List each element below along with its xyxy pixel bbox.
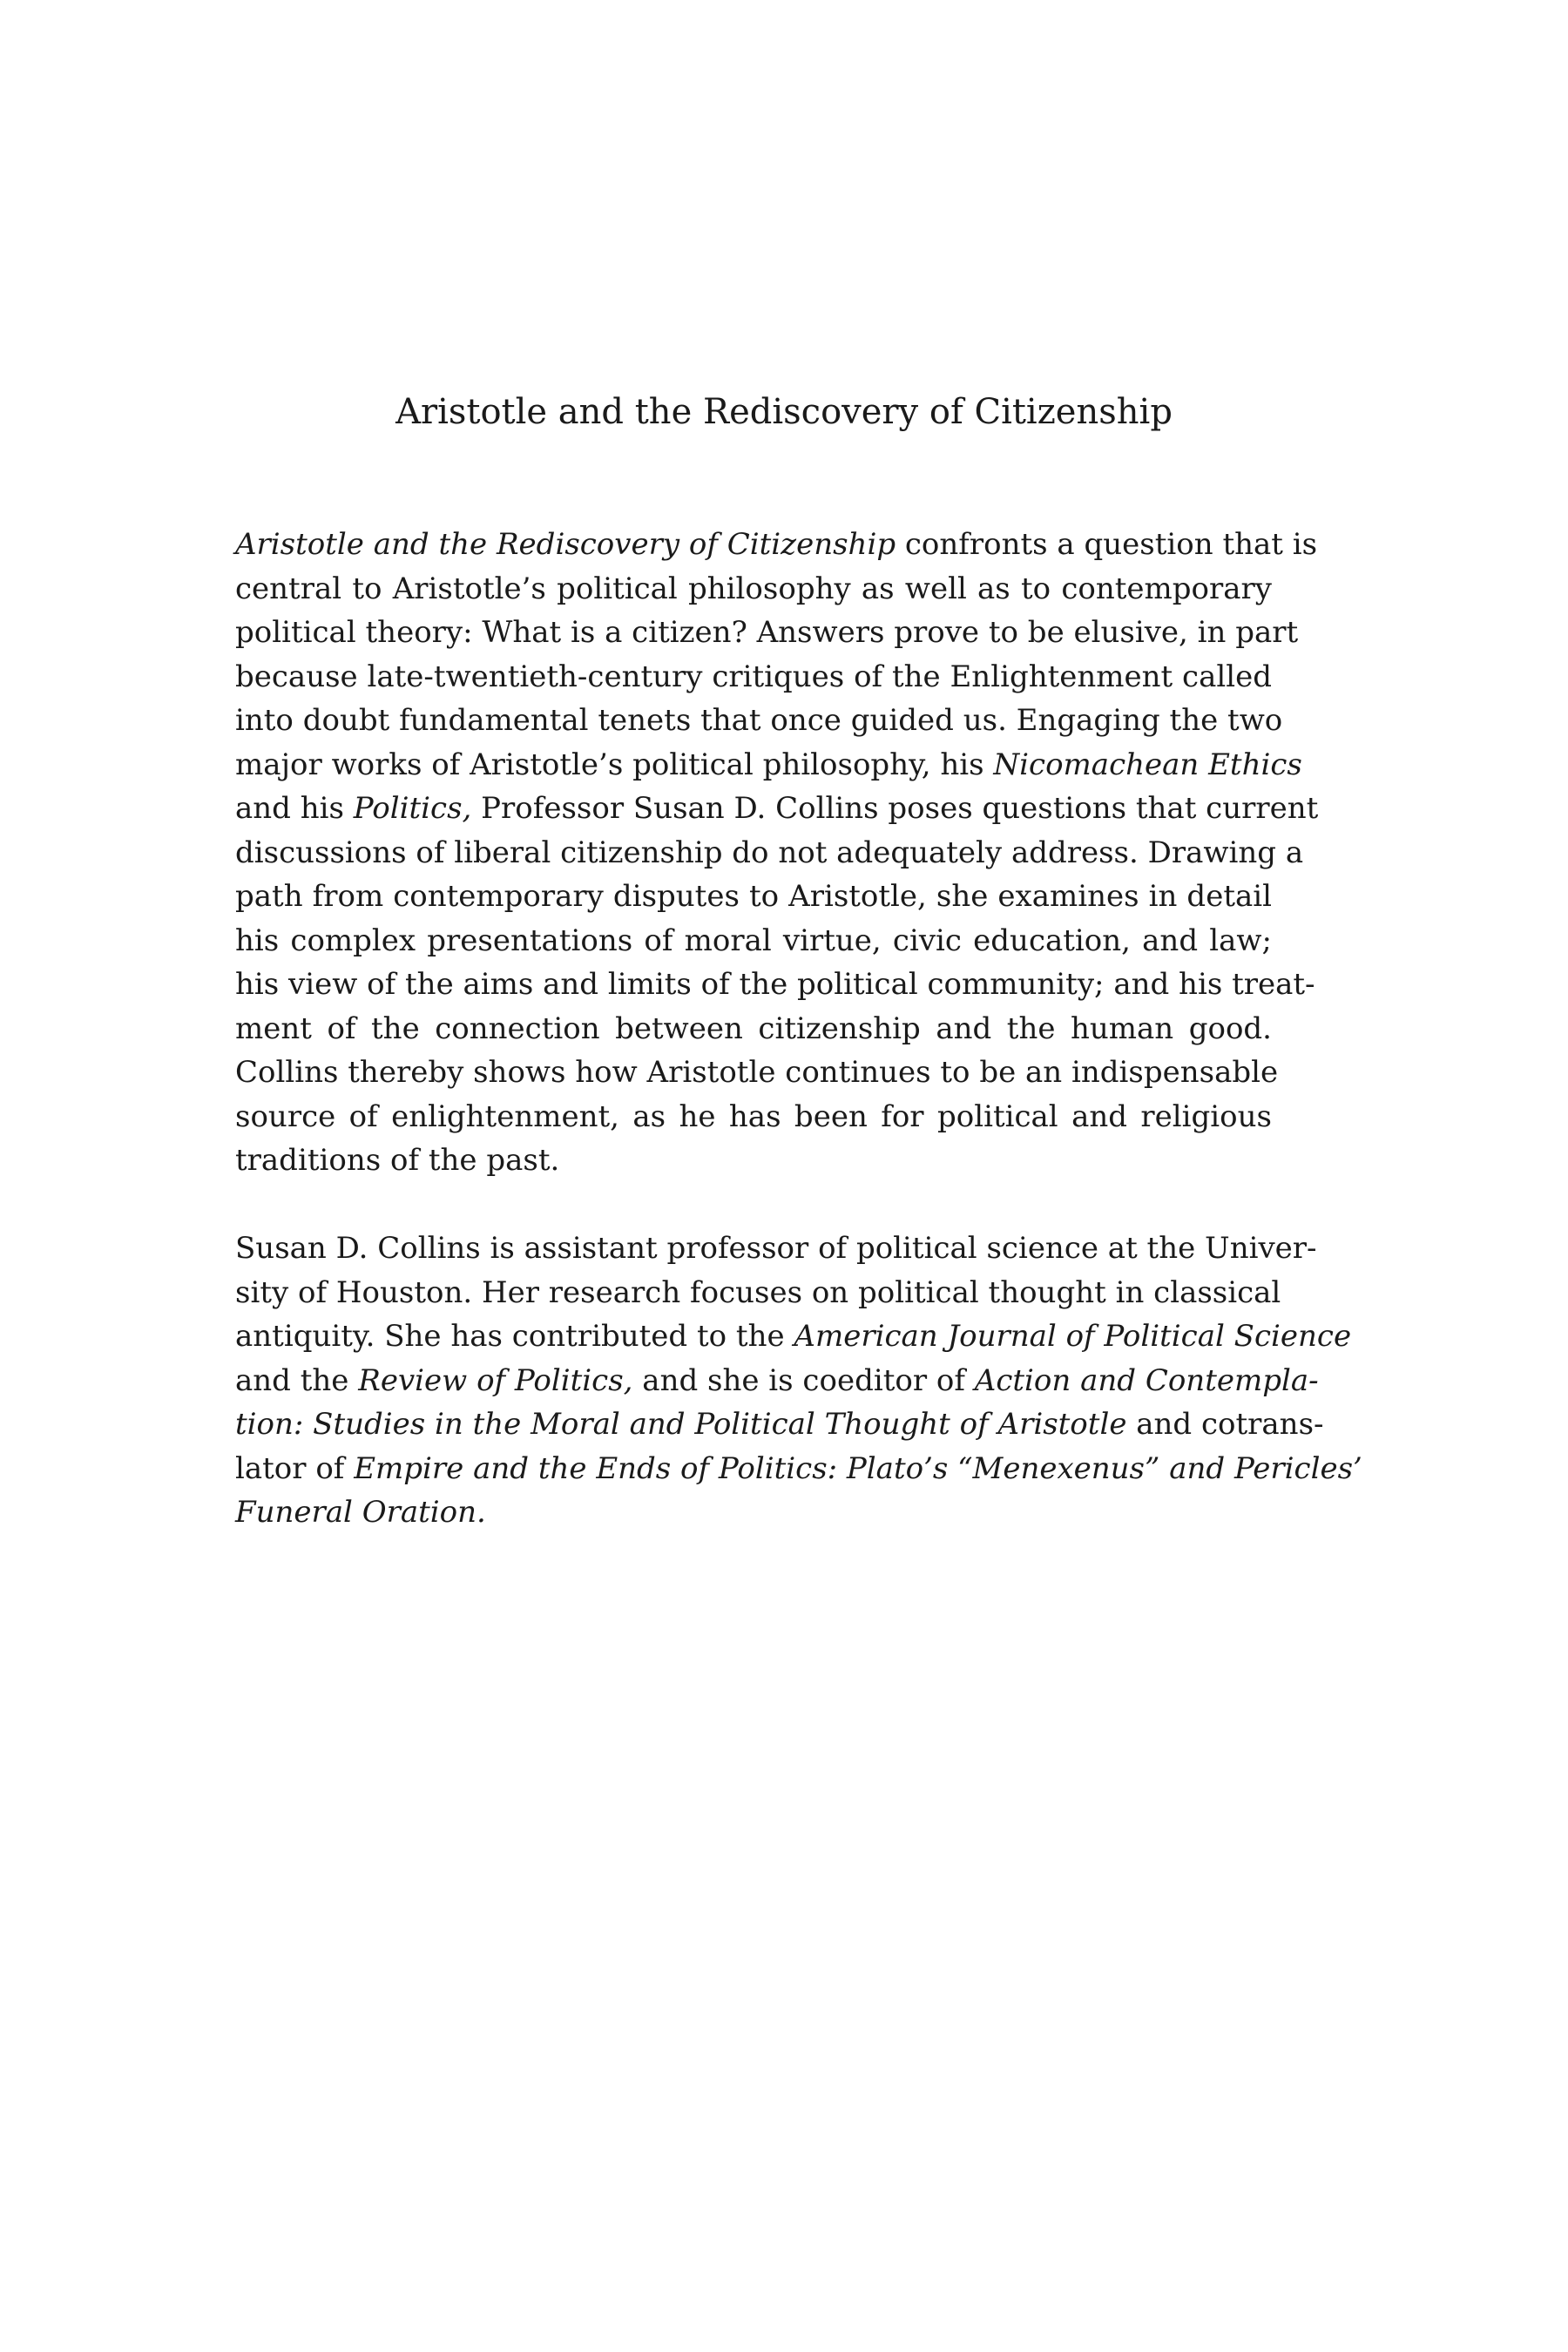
text-line: tion: Studies in the Moral and Political Thought of Aristotle and cotrans-	[235, 1407, 1324, 1442]
book-title-italic: Action and Contempla-	[974, 1362, 1319, 1398]
text-line: ment of the connection between citizenship and the human good.	[235, 1010, 1272, 1046]
description-paragraph	[235, 523, 1319, 1183]
work-title-italic: Nicomachean Ethics	[993, 747, 1302, 782]
work-title-italic: Politics,	[353, 791, 472, 826]
page-title: Aristotle and the Rediscovery of Citizenship	[395, 392, 1173, 432]
text-line: Susan D. Collins is assistant professor of political science at the Univer-	[235, 1231, 1317, 1266]
text-line: into doubt fundamental tenets that once guided us. Engaging the two	[235, 703, 1283, 738]
text-line	[235, 1490, 1272, 1535]
text-line: lator of Empire and the Ends of Politics: Plato’s “Menexenus” and Pericles’	[235, 1450, 1362, 1486]
author-bio-paragraph	[235, 1227, 1362, 1535]
text-line: central to Aristotle’s political philosophy as well as to contemporary	[235, 571, 1272, 606]
text-line: source of enlightenment, as he has been for political and religious	[235, 1098, 1272, 1134]
page-body	[235, 523, 1362, 1535]
text-line: major works of Aristotle’s political philosophy, his Nicomachean Ethics	[235, 747, 1302, 782]
text-line: and the Review of Politics, and she is coeditor of Action and Contempla-	[235, 1362, 1319, 1398]
journal-title-italic: American Journal of Political Science	[794, 1319, 1352, 1354]
text-line: discussions of liberal citizenship do not adequately address. Drawing a	[235, 835, 1304, 870]
text-line: Collins thereby shows how Aristotle continues to be an indispensable	[235, 1055, 1279, 1090]
text-line: Aristotle and the Rediscovery of Citizenship confronts a question that is	[235, 527, 1318, 562]
book-title-italic: Aristotle and the Rediscovery of Citizenship	[235, 527, 896, 562]
journal-title-italic: Review of Politics,	[358, 1362, 633, 1398]
text-line: because late-twentieth-century critiques of the Enlightenment called	[235, 659, 1272, 694]
book-title-italic: Funeral Oration.	[235, 1495, 486, 1530]
text-line: his complex presentations of moral virtue, civic education, and law;	[235, 923, 1272, 958]
text-line: antiquity. She has contributed to the American Journal of Political Science	[235, 1319, 1352, 1354]
text-line: political theory: What is a citizen? Answers prove to be elusive, in part	[235, 615, 1299, 650]
book-title-italic: tion: Studies in the Moral and Political Thought of Aristotle	[235, 1407, 1127, 1442]
text-line: sity of Houston. Her research focuses on political thought in classical	[235, 1274, 1281, 1310]
text-line: his view of the aims and limits of the political community; and his treat-	[235, 967, 1315, 1002]
text-line: traditions of the past.	[235, 1143, 560, 1178]
text-line: and his Politics, Professor Susan D. Collins poses questions that current	[235, 791, 1319, 826]
book-title-italic: Empire and the Ends of Politics: Plato’s “Menexenus” and Pericles’	[354, 1450, 1362, 1486]
text-line: path from contemporary disputes to Aristotle, she examines in detail	[235, 879, 1272, 914]
